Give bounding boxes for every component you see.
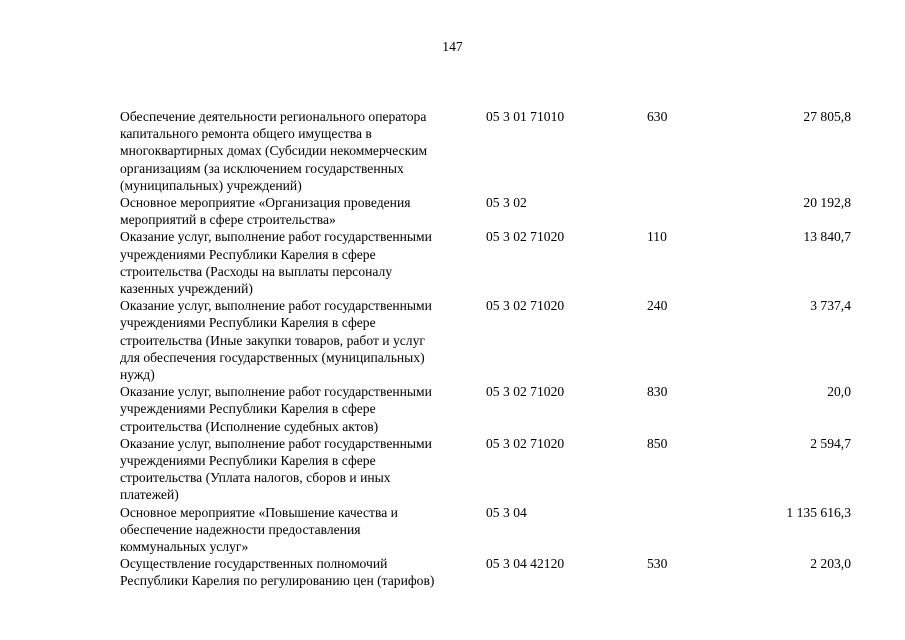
row-amount: 27 805,8	[803, 109, 851, 124]
budget-table	[120, 108, 860, 590]
page-number: 147	[442, 39, 463, 54]
row-description: Осуществление государственных полномочий Республики Карелия по регулированию цен (тарифов)	[120, 556, 435, 589]
row-code: 05 3 02	[486, 195, 527, 211]
row-expense-type: 240	[647, 298, 668, 314]
row-expense-type: 830	[647, 384, 668, 400]
table-row	[120, 297, 860, 383]
row-description: Оказание услуг, выполнение работ государственными учреждениями Республики Карелия в сфере строительства (Исполнение судебных актов)	[120, 384, 432, 434]
row-amount: 20,0	[827, 384, 851, 400]
row-expense-type: 110	[647, 229, 667, 245]
row-amount: 2 594,7	[810, 435, 851, 451]
row-description: Оказание услуг, выполнение работ государственными учреждениями Республики Карелия в сфере строительства (Уплата налогов, сборов и иных платежей)	[120, 435, 432, 503]
row-description: Основное мероприятие «Организация проведения мероприятий в сфере строительства»	[120, 195, 411, 228]
row-amount: 13 840,7	[803, 229, 851, 245]
row-code: 05 3 02 71020	[486, 298, 565, 314]
row-code: 05 3 01 71010	[486, 109, 565, 124]
table-row	[120, 383, 860, 435]
row-description: Обеспечение деятельности регионального оператора капитального ремонта общего имущества в многоквартирных домах (Субсидии некоммерческим организациям (за исключением государственных (муниципальных) учреждений)	[120, 109, 428, 193]
row-code: 05 3 04 42120	[486, 556, 565, 572]
row-description: Оказание услуг, выполнение работ государственными учреждениями Республики Карелия в сфере строительства (Расходы на выплаты персоналу казенных учреждений)	[120, 229, 432, 297]
row-description: Оказание услуг, выполнение работ государственными учреждениями Республики Карелия в сфере строительства (Иные закупки товаров, работ и услуг для обеспечения государственных (муниципальных) нужд)	[120, 298, 432, 383]
row-expense-type: 630	[647, 109, 668, 124]
table-row	[120, 228, 860, 297]
row-code: 05 3 04	[486, 504, 527, 520]
row-code: 05 3 02 71020	[486, 384, 565, 400]
row-amount: 3 737,4	[810, 298, 851, 314]
row-description: Основное мероприятие «Повышение качества и обеспечение надежности предоставления коммунальных услуг»	[120, 504, 398, 555]
table-row	[120, 108, 860, 194]
table-row	[120, 504, 860, 556]
table-row	[120, 435, 860, 504]
row-code: 05 3 02 71020	[486, 435, 565, 451]
row-code: 05 3 02 71020	[486, 229, 565, 245]
row-amount: 20 192,8	[803, 195, 851, 211]
row-expense-type: 530	[647, 556, 668, 572]
row-amount: 2 203,0	[810, 556, 851, 572]
table-row	[120, 555, 860, 589]
row-amount: 1 135 616,3	[786, 504, 851, 520]
table-row	[120, 194, 860, 228]
row-expense-type: 850	[647, 435, 668, 451]
